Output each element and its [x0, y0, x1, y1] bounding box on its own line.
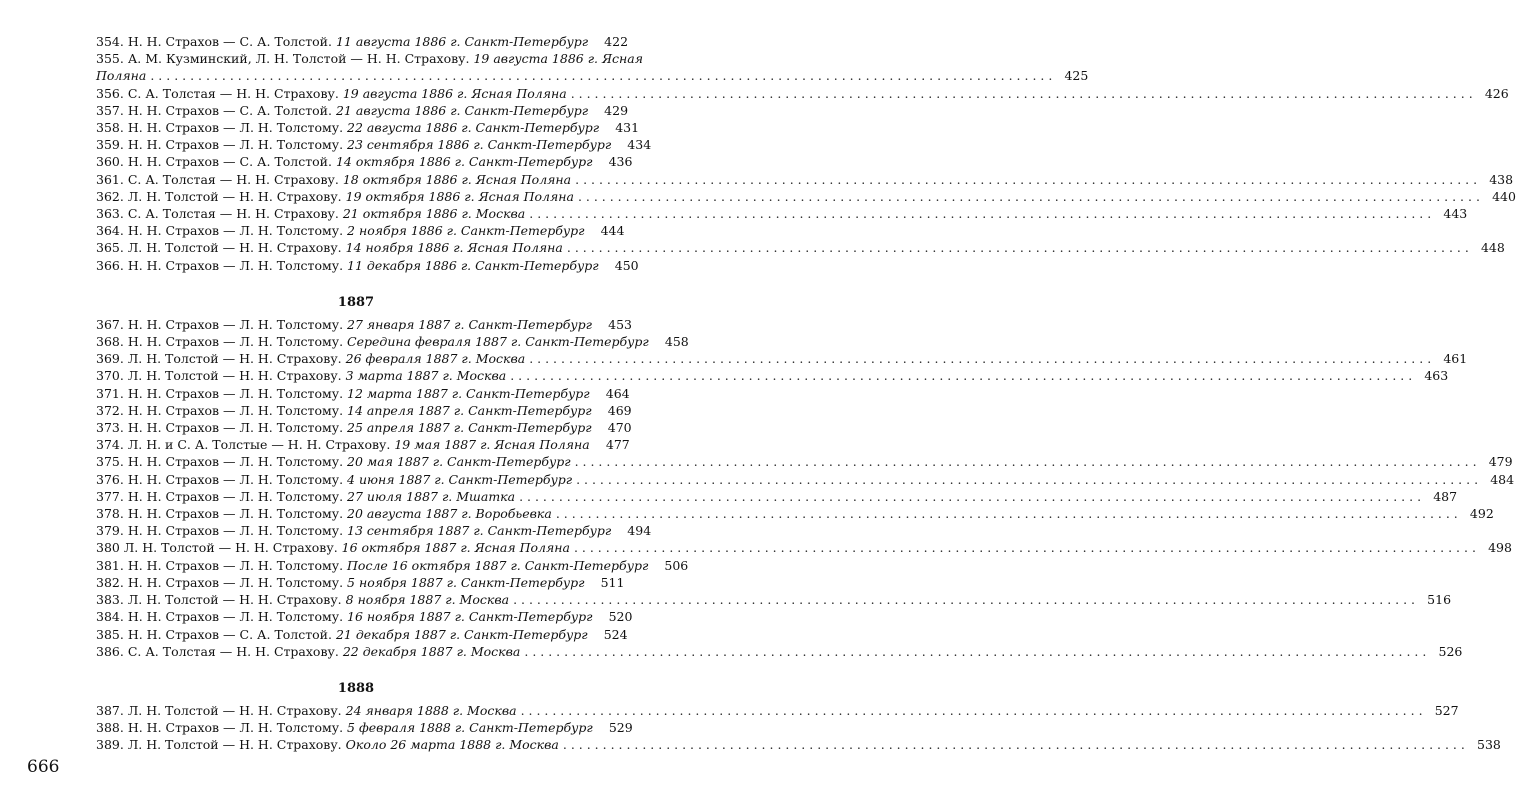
entry-detail: Около 26 марта 1888 г. Москва: [345, 737, 559, 753]
toc-entry: [96, 574, 625, 591]
entry-persons: Н. Н. Страхов — Л. Н. Толстому.: [127, 720, 344, 736]
entry-detail: 19 августа 1886 г. Ясная Поляна: [342, 85, 567, 101]
leader-dots: [513, 591, 1415, 608]
entry-page: 524: [603, 626, 628, 642]
toc-entry: [96, 85, 1509, 102]
year-heading: 1887: [337, 294, 375, 310]
entry-number: 389.: [96, 737, 124, 753]
entry-number: 357.: [96, 102, 124, 118]
entry-text: [96, 719, 593, 736]
leader-dots: [556, 505, 1458, 522]
entry-text: [96, 153, 592, 170]
leader-dots: [524, 643, 1426, 660]
entry-text: [96, 188, 574, 205]
entry-text: [96, 171, 571, 188]
entry-detail: 23 сентября 1886 г. Санкт-Петербург: [347, 137, 612, 153]
entry-persons: Н. Н. Страхов — Л. Н. Толстому.: [127, 471, 344, 487]
entry-detail: 19 августа 1886 г. Ясная: [473, 51, 644, 67]
entry-page: 422: [604, 34, 629, 49]
entry-page: 431: [615, 120, 640, 136]
entry-text: [96, 136, 611, 153]
entry-text: [96, 67, 146, 84]
entry-persons: Л. Н. Толстой — Н. Н. Страхову.: [127, 737, 342, 753]
leader-dots: [575, 453, 1477, 470]
toc-entry: [96, 257, 639, 274]
entry-number: 359.: [96, 137, 124, 153]
entry-detail: 5 февраля 1888 г. Санкт-Петербург: [347, 720, 593, 736]
toc-entry: [96, 557, 689, 574]
entry-number: 355.: [96, 51, 124, 67]
leader-dots: [529, 205, 1431, 222]
toc-entry: [96, 505, 1494, 522]
entry-persons: Н. Н. Страхов — Л. Н. Толстому.: [127, 609, 344, 625]
entry-persons: С. А. Толстая — Н. Н. Страхову.: [127, 85, 339, 101]
entry-text: [96, 102, 588, 119]
entry-number: 356.: [96, 85, 124, 101]
entry-page: 453: [608, 316, 632, 332]
entry-text: [96, 402, 592, 419]
entry-number: 378.: [96, 506, 124, 522]
entry-number: 371.: [96, 385, 124, 401]
entry-text: [96, 574, 584, 591]
entry-page: 477: [605, 437, 630, 453]
entry-page: 461: [1443, 351, 1468, 367]
entry-persons: Н. Н. Страхов — Л. Н. Толстому.: [127, 574, 344, 590]
entry-persons: Н. Н. Страхов — Л. Н. Толстому.: [127, 420, 344, 436]
entry-page: 538: [1477, 737, 1501, 753]
entry-text: [96, 488, 515, 505]
entry-detail: 5 ноября 1887 г. Санкт-Петербург: [347, 574, 585, 590]
entry-page: 527: [1434, 702, 1459, 718]
entry-number: 363.: [96, 206, 124, 222]
entry-persons: Л. Н. Толстой — Н. Н. Страхову.: [123, 540, 338, 556]
entry-detail: 11 декабря 1886 г. Санкт-Петербург: [347, 257, 599, 273]
entry-page: 436: [608, 154, 633, 170]
toc-entry: [96, 643, 1463, 660]
entry-persons: Н. Н. Страхов — Л. Н. Толстому.: [127, 223, 344, 239]
entry-persons: Н. Н. Страхов — Л. Н. Толстому.: [127, 257, 344, 273]
entry-persons: Л. Н. Толстой — Н. Н. Страхову.: [127, 240, 342, 256]
entry-persons: Н. Н. Страхов — Л. Н. Толстому.: [127, 454, 344, 470]
entry-page: 484: [1490, 471, 1515, 487]
entry-number: 381.: [96, 557, 124, 573]
entry-number: 380: [96, 540, 120, 556]
entry-page: 492: [1469, 506, 1494, 522]
leader-dots: [576, 471, 1478, 488]
toc-entry: [96, 419, 632, 436]
year-heading: 1888: [337, 680, 375, 696]
toc-entry: [96, 188, 1516, 205]
entry-detail: 14 октября 1886 г. Санкт-Петербург: [335, 154, 593, 170]
entry-number: 365.: [96, 240, 124, 256]
entry-text: [96, 643, 520, 660]
entry-number: 373.: [96, 420, 124, 436]
entry-number: 384.: [96, 609, 124, 625]
leader-dots: [574, 539, 1476, 556]
entry-page: 448: [1480, 240, 1505, 256]
entry-detail: 25 апреля 1887 г. Санкт-Петербург: [347, 420, 592, 436]
entry-number: 386.: [96, 643, 124, 659]
toc-entry: [96, 50, 1089, 84]
toc-entry: [96, 119, 640, 136]
entry-persons: Н. Н. Страхов — С. А. Толстой.: [127, 102, 332, 118]
entry-page: 526: [1438, 643, 1463, 659]
entry-persons: Н. Н. Страхов — Л. Н. Толстому.: [127, 316, 344, 332]
entry-detail: 4 июня 1887 г. Санкт-Петербург: [347, 471, 573, 487]
entry-text: [96, 367, 506, 384]
entry-text: [96, 557, 648, 574]
entry-persons: С. А. Толстая — Н. Н. Страхову.: [127, 171, 339, 187]
entry-number: 388.: [96, 720, 124, 736]
entry-text: [96, 205, 525, 222]
entry-page: 438: [1489, 171, 1514, 187]
entry-number: 387.: [96, 702, 124, 718]
entry-persons: Л. Н. и С. А. Толстые — Н. Н. Страхову.: [127, 437, 391, 453]
entry-text: [96, 539, 570, 556]
entry-text: [96, 471, 572, 488]
entry-page: 529: [608, 720, 633, 736]
toc-entry: [96, 402, 632, 419]
toc-entry: [96, 539, 1512, 556]
entry-page: 443: [1443, 206, 1468, 222]
toc-entry: [96, 205, 1468, 222]
toc-entry: [96, 350, 1468, 367]
entry-number: 368.: [96, 334, 124, 350]
leader-dots: [571, 85, 1473, 102]
entry-text: [96, 333, 649, 350]
entry-page: 479: [1488, 454, 1513, 470]
entry-text: [96, 608, 592, 625]
entry-detail: 22 декабря 1887 г. Москва: [342, 643, 521, 659]
entry-detail: 19 мая 1887 г. Ясная Поляна: [394, 437, 590, 453]
entry-detail: 2 ноября 1886 г. Санкт-Петербург: [347, 223, 585, 239]
entry-page: 487: [1433, 488, 1458, 504]
toc-entry: [96, 591, 1452, 608]
toc-entry: [96, 316, 632, 333]
entry-persons: Н. Н. Страхов — С. А. Толстой.: [127, 626, 332, 642]
entry-text: [96, 119, 599, 136]
entry-text: [96, 702, 517, 719]
entry-number: 358.: [96, 120, 124, 136]
entry-text: [96, 453, 571, 470]
entry-number: 360.: [96, 154, 124, 170]
entry-detail: 16 октября 1887 г. Ясная Поляна: [341, 540, 570, 556]
entry-page: 511: [600, 574, 625, 590]
toc-entry: [96, 702, 1459, 719]
entry-persons: Н. Н. Страхов — Л. Н. Толстому.: [127, 385, 344, 401]
entry-number: 376.: [96, 471, 124, 487]
entry-number: 383.: [96, 592, 124, 608]
entry-text: [96, 436, 590, 453]
entry-text: [96, 505, 552, 522]
entry-detail: 20 мая 1887 г. Санкт-Петербург: [347, 454, 571, 470]
entry-number: 385.: [96, 626, 124, 642]
entry-page: 506: [664, 557, 689, 573]
entry-number: 377.: [96, 488, 124, 504]
toc-entry: [96, 436, 630, 453]
entry-persons: Н. Н. Страхов — Л. Н. Толстому.: [127, 334, 344, 350]
entry-number: 362.: [96, 188, 124, 204]
entry-page: 425: [1064, 68, 1089, 84]
toc-entry: [96, 222, 625, 239]
entry-page: 426: [1484, 85, 1509, 101]
entry-detail: 27 января 1887 г. Санкт-Петербург: [347, 316, 592, 332]
toc-entry: [96, 153, 633, 170]
entry-page: 429: [604, 102, 629, 118]
entry-persons: Н. Н. Страхов — С. А. Толстой.: [127, 154, 332, 170]
entry-number: 364.: [96, 223, 124, 239]
entry-persons: Л. Н. Толстой — Н. Н. Страхову.: [127, 351, 342, 367]
entry-text: [96, 626, 588, 643]
entry-detail: 20 августа 1887 г. Воробьевка: [347, 506, 552, 522]
entry-page: 516: [1427, 592, 1452, 608]
entry-page: 440: [1492, 188, 1516, 204]
entry-detail: 21 декабря 1887 г. Санкт-Петербург: [335, 626, 588, 642]
entry-detail: 21 августа 1886 г. Санкт-Петербург: [335, 102, 589, 118]
toc-entry: [96, 171, 1514, 188]
entry-detail: 14 ноября 1886 г. Ясная Поляна: [345, 240, 563, 256]
entry-detail-continued: Поляна: [96, 68, 147, 84]
leader-dots: [567, 239, 1469, 256]
entry-first-line: [96, 50, 644, 67]
entry-detail: 12 марта 1887 г. Санкт-Петербург: [347, 385, 590, 401]
entry-detail: Середина февраля 1887 г. Санкт-Петербург: [347, 334, 649, 350]
toc-entry: [96, 136, 652, 153]
table-of-contents: [96, 33, 1516, 754]
entry-number: 354.: [96, 34, 124, 49]
entry-detail: 11 августа 1886 г. Санкт-Петербург: [335, 34, 589, 49]
toc-entry: [96, 385, 630, 402]
leader-dots: [510, 367, 1412, 384]
toc-entry: [96, 471, 1515, 488]
entry-text: [96, 385, 590, 402]
entry-number: 372.: [96, 402, 124, 418]
entry-page: 498: [1488, 540, 1512, 556]
entry-persons: Н. Н. Страхов — Л. Н. Толстому.: [127, 137, 344, 153]
entry-number: 382.: [96, 574, 124, 590]
toc-entry: [96, 239, 1505, 256]
entry-page: 458: [664, 334, 689, 350]
entry-text: [96, 257, 599, 274]
toc-entry: [96, 626, 628, 643]
toc-entry: [96, 333, 689, 350]
entry-page: 434: [627, 137, 652, 153]
entry-detail: 16 ноября 1887 г. Санкт-Петербург: [347, 609, 593, 625]
entry-detail: 27 июля 1887 г. Мшатка: [347, 488, 516, 504]
entry-detail: После 16 октября 1887 г. Санкт-Петербург: [347, 557, 649, 573]
entry-persons: Н. Н. Страхов — Л. Н. Толстому.: [127, 506, 344, 522]
entry-number: 369.: [96, 351, 124, 367]
entry-text: [96, 522, 611, 539]
entry-detail: 13 сентября 1887 г. Санкт-Петербург: [347, 523, 612, 539]
leader-dots: [519, 488, 1421, 505]
entry-page: 444: [600, 223, 625, 239]
entry-persons: А. М. Кузминский, Л. Н. Толстой — Н. Н. Страхову.: [127, 51, 470, 67]
entry-detail: 21 октября 1886 г. Москва: [342, 206, 526, 222]
entry-page: 520: [608, 609, 633, 625]
entry-page: 469: [607, 402, 632, 418]
leader-dots: [575, 171, 1477, 188]
entry-persons: Л. Н. Толстой — Н. Н. Страхову.: [127, 368, 342, 384]
entry-continuation: [96, 67, 1089, 84]
entry-page: 470: [607, 420, 632, 436]
entry-text: [96, 33, 588, 50]
entry-number: 361.: [96, 171, 124, 187]
entry-text: [96, 85, 567, 102]
entry-detail: 19 октября 1886 г. Ясная Поляна: [345, 188, 574, 204]
leader-dots: [578, 188, 1480, 205]
entry-number: 375.: [96, 454, 124, 470]
entry-detail: 22 августа 1886 г. Санкт-Петербург: [347, 120, 600, 136]
entry-persons: Л. Н. Толстой — Н. Н. Страхову.: [127, 702, 342, 718]
entry-detail: 26 февраля 1887 г. Москва: [345, 351, 526, 367]
entry-text: [96, 419, 592, 436]
entry-persons: С. А. Толстая — Н. Н. Страхову.: [127, 206, 339, 222]
toc-entry: [96, 608, 633, 625]
entry-persons: Н. Н. Страхов — Л. Н. Толстому.: [127, 523, 344, 539]
entry-page: 494: [627, 523, 652, 539]
entry-page: 464: [605, 385, 630, 401]
entry-detail: 8 ноября 1887 г. Москва: [345, 592, 510, 608]
entry-text: [96, 591, 509, 608]
toc-entry: [96, 736, 1501, 753]
entry-number: 379.: [96, 523, 124, 539]
leader-dots: [521, 702, 1423, 719]
toc-entry: [96, 719, 633, 736]
toc-entry: [96, 522, 652, 539]
leader-dots: [150, 67, 1052, 84]
toc-entry: [96, 367, 1449, 384]
entry-text: [96, 350, 525, 367]
entry-persons: Н. Н. Страхов — Л. Н. Толстому.: [127, 488, 344, 504]
toc-entry: [96, 33, 629, 50]
entry-persons: Н. Н. Страхов — Л. Н. Толстому.: [127, 402, 344, 418]
entry-detail: 18 октября 1886 г. Ясная Поляна: [342, 171, 572, 187]
entry-detail: 14 апреля 1887 г. Санкт-Петербург: [347, 402, 592, 418]
entry-number: 366.: [96, 257, 124, 273]
entry-text: [96, 316, 592, 333]
entry-persons: Н. Н. Страхов — С. А. Толстой.: [127, 34, 332, 49]
toc-entry: [96, 488, 1458, 505]
leader-dots: [529, 350, 1431, 367]
entry-persons: Л. Н. Толстой — Н. Н. Страхову.: [127, 188, 342, 204]
entry-number: 374.: [96, 437, 124, 453]
entry-persons: Л. Н. Толстой — Н. Н. Страхову.: [127, 592, 342, 608]
entry-detail: 24 января 1888 г. Москва: [345, 702, 517, 718]
toc-entry: [96, 453, 1513, 470]
entry-page: 450: [614, 257, 639, 273]
entry-number: 367.: [96, 316, 124, 332]
entry-persons: Н. Н. Страхов — Л. Н. Толстому.: [127, 557, 344, 573]
entry-text: [96, 222, 584, 239]
entry-text: [96, 736, 559, 753]
entry-persons: С. А. Толстая — Н. Н. Страхову.: [127, 643, 339, 659]
leader-dots: [563, 736, 1465, 753]
entry-number: 370.: [96, 368, 124, 384]
page-number: 666: [27, 757, 60, 777]
entry-persons: Н. Н. Страхов — Л. Н. Толстому.: [127, 120, 344, 136]
entry-text: [96, 239, 563, 256]
entry-page: 463: [1424, 368, 1449, 384]
toc-entry: [96, 102, 629, 119]
entry-detail: 3 марта 1887 г. Москва: [345, 368, 507, 384]
